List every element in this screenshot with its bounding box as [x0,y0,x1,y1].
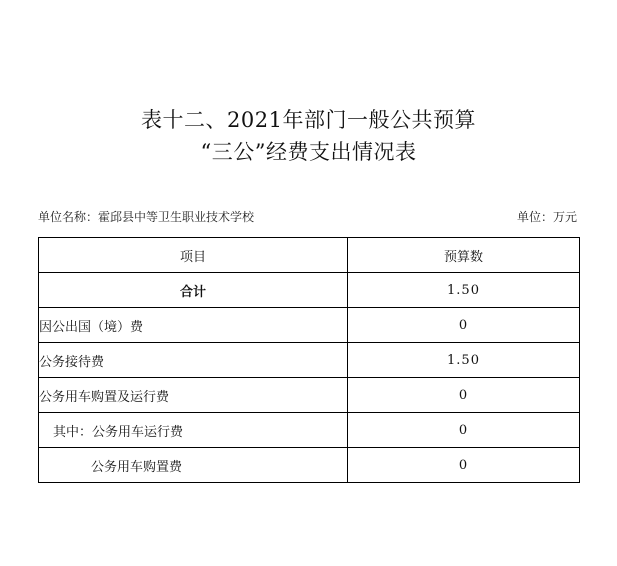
table-row [39,378,580,413]
page-subtitle: “三公”经费支出情况表 [200,140,417,164]
table-row [39,308,580,343]
budget-table [38,237,580,483]
row-budget-value: 1.50 [348,343,580,378]
table-row-total [39,273,580,308]
row-item-label: 合计 [39,273,348,308]
row-budget-value: 0 [348,413,580,448]
row-budget-value: 0 [348,378,580,413]
column-header-budget: 预算数 [348,238,580,273]
page-title: 表十二、2021年部门一般公共预算 [141,108,476,132]
row-item-label: 公务用车购置及运行费 [39,378,348,413]
unit-measure-label: 单位：万元 [516,210,577,224]
row-budget-value: 1.50 [348,273,580,308]
row-budget-value: 0 [348,308,580,343]
table-header-row [39,238,580,273]
unit-name-label: 单位名称：霍邱县中等卫生职业技术学校 [38,210,255,224]
column-header-item: 项目 [39,238,348,273]
table-row [39,448,580,483]
table-row [39,343,580,378]
row-item-label: 公务接待费 [39,343,348,378]
table-row [39,413,580,448]
row-item-label: 因公出国（境）费 [39,308,348,343]
row-item-label: 其中：公务用车运行费 [39,413,348,448]
row-item-label: 公务用车购置费 [39,448,348,483]
row-budget-value: 0 [348,448,580,483]
